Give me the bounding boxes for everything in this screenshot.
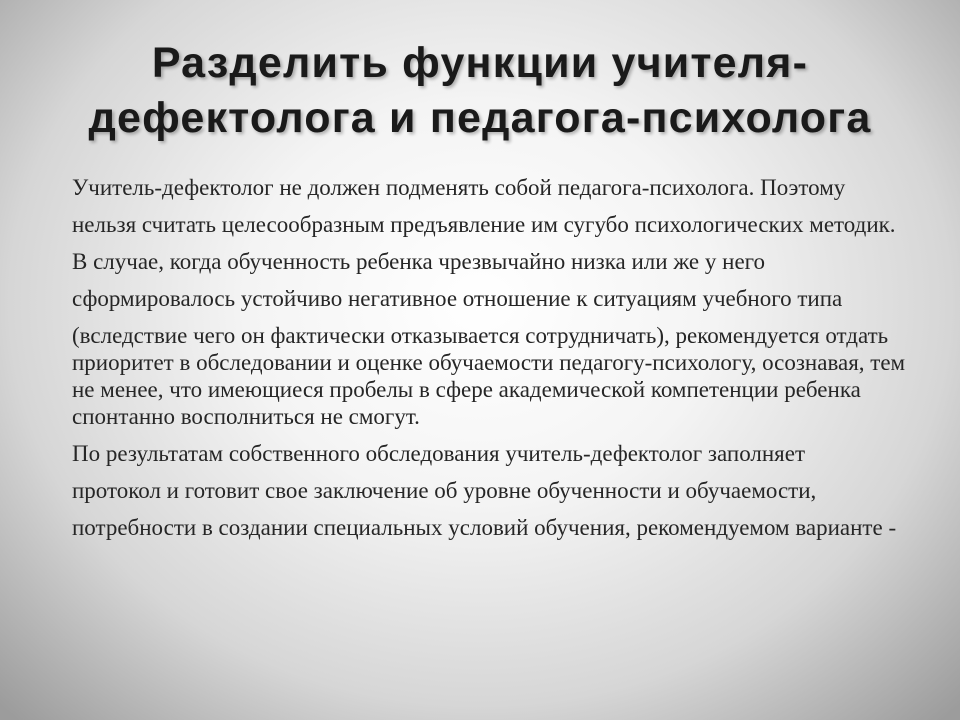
paragraph-8: потребности в создании специальных условий обучения, рекомендуемом варианте -: [72, 515, 897, 540]
paragraph-3: В случае, когда обученность ребенка чрезвычайно низка или же у него: [72, 249, 766, 274]
slide-title-line-2: дефектолога и педагога-психолога: [88, 94, 872, 142]
paragraph-2: нельзя считать целесообразным предъявление им сугубо психологических методик.: [72, 212, 896, 237]
slide-title: [10, 36, 950, 146]
paragraph-5: (вследствие чего он фактически отказывается сотрудничать), рекомендуется отдать приоритет в обследовании и оценке обучаемости педагогу-психологу, осознавая, тем не менее, что имеющиеся пробелы в сфере академической компетенции ребенка спонтанно восполниться не смогут.: [72, 323, 906, 429]
slide-body-text: [72, 174, 922, 551]
slide-title-line-1: Разделить функции учителя-: [151, 39, 809, 87]
paragraph-7: протокол и готовит свое заключение об уровне обученности и обучаемости,: [72, 478, 817, 503]
paragraph-4: сформировалось устойчиво негативное отношение к ситуациям учебного типа: [72, 286, 843, 311]
paragraph-6: По результатам собственного обследования учитель-дефектолог заполняет: [72, 441, 806, 466]
paragraph-1: Учитель-дефектолог не должен подменять собой педагога-психолога. Поэтому: [72, 175, 846, 200]
